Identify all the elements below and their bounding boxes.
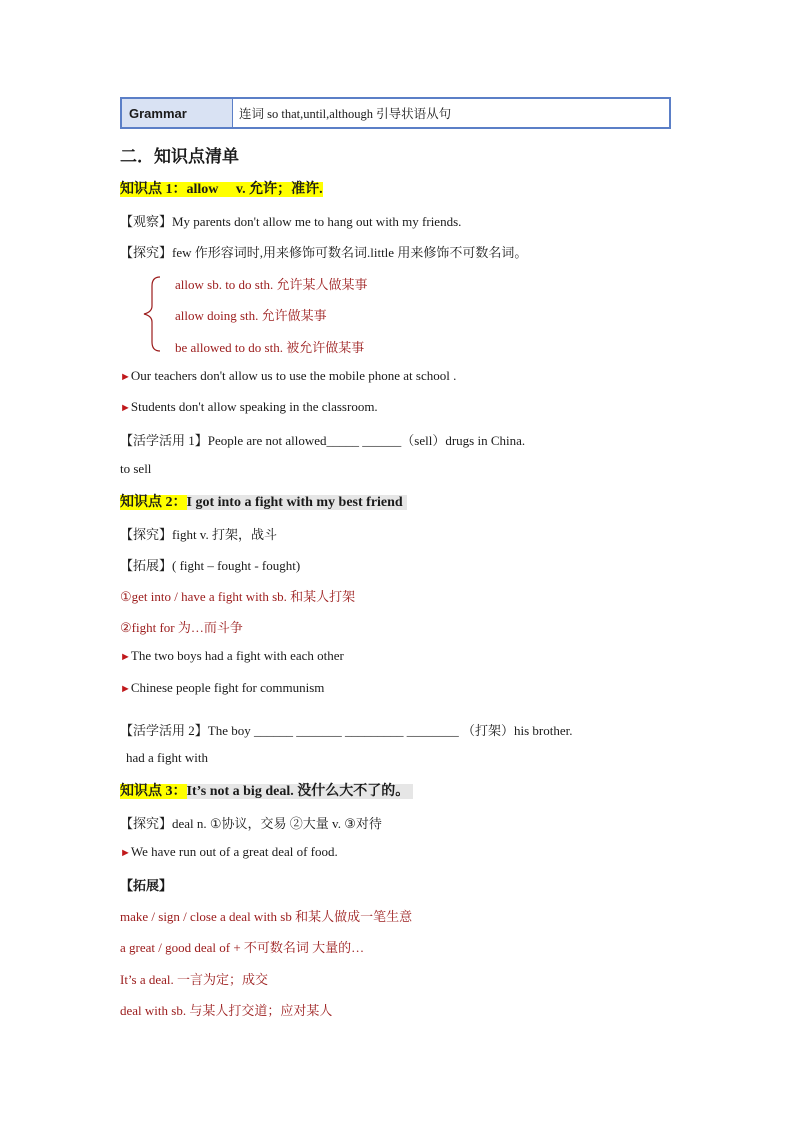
kp1-answer: to sell [120,461,152,476]
kp2-practice: 【活学活用 2】The boy ______ _______ _________ ________ （打架）his brother. [120,723,573,738]
kp2-heading [120,491,407,511]
arrow-icon: ► [120,847,131,859]
kp3-explore: 【探究】deal n. ①协议，交易 ②大量 v. ③对待 [120,816,382,831]
kp1-title: allow v. 允许；准许. [186,182,323,197]
kp1-example-1: ►Our teachers don't allow us to use the mobile phone at school . [120,368,457,383]
kp2-example-2: ►Chinese people fight for communism [120,680,325,695]
kp1-pattern-2: allow doing sth. 允许做某事 [175,308,327,323]
kp1-observe: 【观察】My parents don't allow me to hang out with my friends. [120,214,462,229]
kp3-item-1: make / sign / close a deal with sb 和某人做成一笔生意 [120,909,413,924]
kp1-tag: 知识点 1： [120,182,187,197]
kp1-pattern-1: allow sb. to do sth. 允许某人做某事 [175,277,368,292]
kp2-answer: had a fight with [126,750,208,765]
arrow-icon: ► [120,402,131,414]
arrow-icon: ► [120,371,131,383]
kp3-extend-label: 【拓展】 [120,878,173,893]
grammar-content: 连词 so that,until,although 引导状语从句 [239,107,452,121]
kp3-tag: 知识点 3： [120,784,187,799]
arrow-icon: ► [120,683,131,695]
kp3-heading [120,780,413,800]
grammar-table [120,97,671,129]
kp2-title: I got into a fight with my best friend [187,495,407,510]
kp2-extend: 【拓展】( fight – fought - fought) [120,558,301,573]
kp2-explore: 【探究】fight v. 打架，战斗 [120,527,277,542]
kp1-practice: 【活学活用 1】People are not allowed_____ ______（sell）drugs in China. [120,433,526,448]
arrow-icon: ► [120,651,131,663]
kp1-example-2: ►Students don't allow speaking in the classroom. [120,399,378,414]
kp2-item-1: ①get into / have a fight with sb. 和某人打架 [120,589,356,604]
kp3-item-2: a great / good deal of + 不可数名词 大量的… [120,940,365,955]
kp1-explore: 【探究】few 作形容词时,用来修饰可数名词.little 用来修饰不可数名词。 [120,245,528,260]
kp3-item-4: deal with sb. 与某人打交道；应对某人 [120,1003,333,1018]
kp2-example-1: ►The two boys had a fight with each other [120,648,344,663]
kp3-title: It’s not a big deal. 没什么大不了的。 [187,784,414,799]
kp2-item-2: ②fight for 为…而斗争 [120,620,243,635]
brace-icon [142,274,162,354]
kp3-item-3: It’s a deal. 一言为定；成交 [120,972,269,987]
kp3-example: ►We have run out of a great deal of food. [120,844,338,859]
kp2-tag: 知识点 2： [120,495,187,510]
section-title: 二．知识点清单 [120,147,239,167]
kp1-pattern-3: be allowed to do sth. 被允许做某事 [175,340,365,355]
grammar-label: Grammar [122,99,233,127]
kp1-heading [120,178,323,198]
